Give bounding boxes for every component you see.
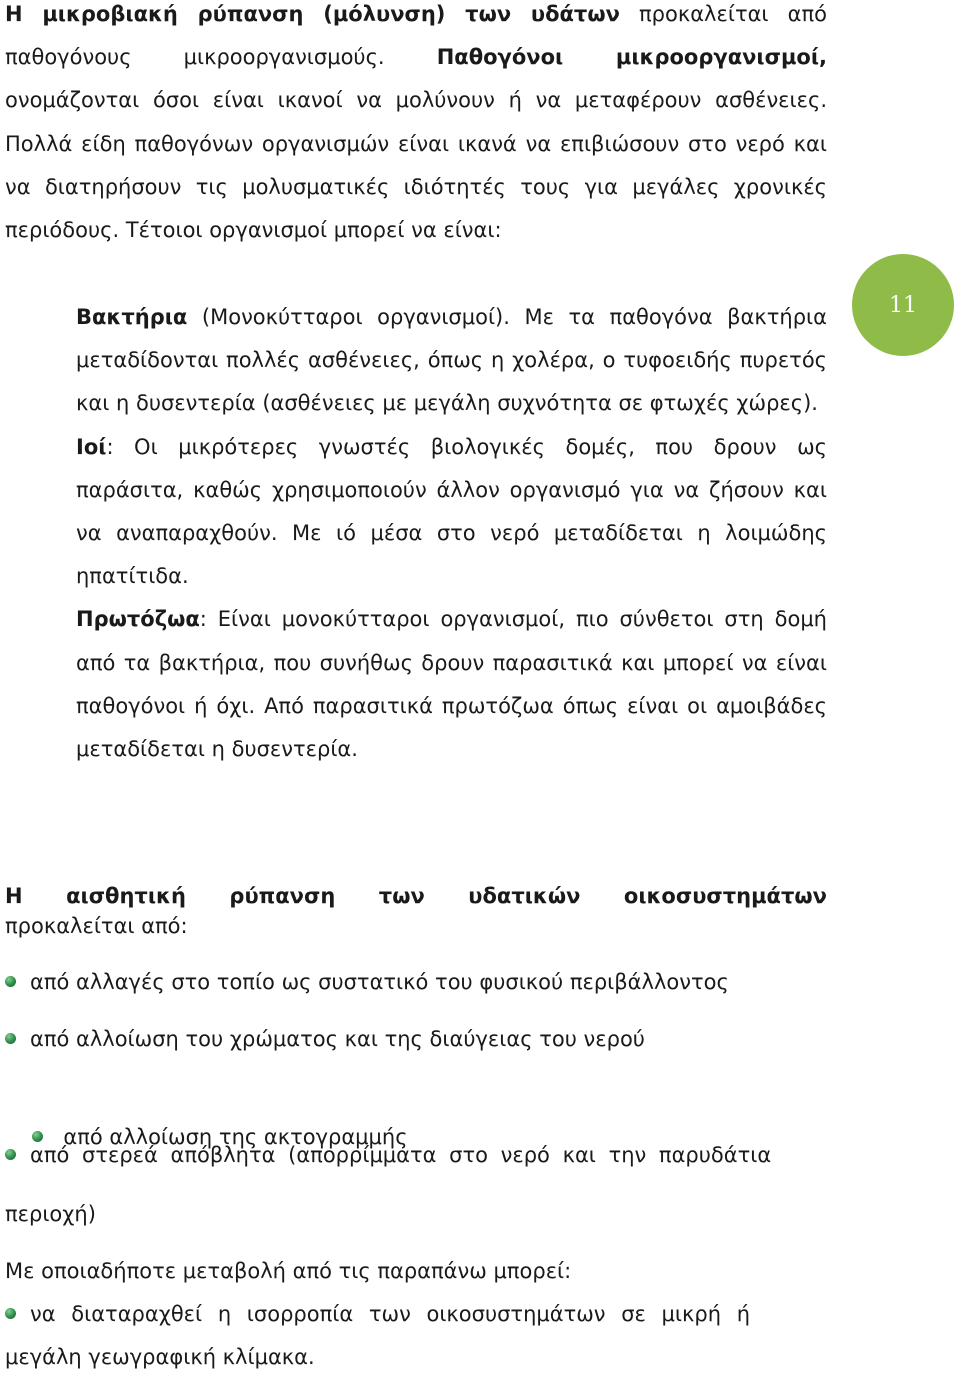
heading-pathogens: Παθογόνοι μικροοργανισμοί, (436, 45, 828, 70)
text-viruses: : Οι μικρότερες γνωστές βιολογικές δομές, που δρουν ως παράσιτα, καθώς χρησιμοποιούν άλλον οργανισμό για να ζήσουν και να αναπαραχθούν. Με ιό μέσα στο νερό μεταδίδεται η λοιμώδης ηπατίτιδα. (76, 434, 827, 589)
text-protozoa: : Είναι μονοκύτταροι οργανισμοί, πιο σύνθετοι στη δομή από τα βακτήρια, που συνήθως δρουν παρασιτικά και μπορεί να είναι παθογόνοι ή όχι. Από παρασιτικά πρωτόζωα όπως είναι οι αμοιβάδες μεταδίδεται η δυσεντερία. (76, 607, 827, 762)
bullet-text: να διαταραχθεί η ισορροπία των οικοσυστημάτων σε μικρή ή (30, 1302, 751, 1326)
bullet-text: από αλλαγές στο τοπίο ως συστατικό του φυσικού περιβάλλοντος (30, 970, 729, 994)
pathogen-list (76, 296, 827, 771)
intro-text-1: προκαλείται από παθογόνους μικροοργανισμούς. (5, 2, 827, 70)
bullet-item (5, 1019, 827, 1059)
term-viruses: Ιοί (76, 434, 107, 459)
title-word: ρύπανση (229, 884, 336, 908)
list-item-protozoa (76, 598, 827, 771)
intro-text-2: ονομάζονται όσοι είναι ικανοί να μολύνουν ή να μεταφέρουν ασθένειες. Πολλά είδη παθογόνων οργανισμών είναι ικανά να επιβιώσουν στο νερό και να διατηρήσουν τις μολυσματικές ιδιότητές τους για μεγάλες χρονικές περιόδους. Τέτοιοι οργανισμοί μπορεί να είναι: (5, 88, 827, 243)
green-bullet-icon (5, 1033, 16, 1044)
green-bullet-icon (5, 1308, 16, 1319)
title-word: αισθητική (66, 884, 186, 908)
list-item-viruses (76, 426, 827, 599)
green-bullet-icon (5, 976, 16, 987)
title-word: Η (5, 884, 23, 908)
bullet-continuation: περιοχή) (5, 1202, 96, 1226)
list-item-bacteria (76, 296, 827, 426)
green-bullet-icon (5, 1149, 16, 1160)
intro-paragraph (5, 0, 827, 252)
title-word: οικοσυστημάτων (623, 884, 827, 908)
title-word: υδατικών (468, 884, 581, 908)
title-word: των (378, 884, 425, 908)
bullet-text: από αλλοίωση της ακτογραμμής (56, 1125, 408, 1149)
bullet-item (5, 1135, 827, 1175)
text-bacteria: (Μονοκύτταροι οργανισμοί). Με τα παθογόνα βακτήρια μεταδίδονται πολλές ασθένειες, όπως η χολέρα, ο τυφοειδής πυρετός και η δυσεντερία (ασθένειες με μεγάλη συχνότητα σε φτωχές χώρες). (76, 305, 827, 416)
bullet-item (5, 1294, 827, 1334)
heading-microbial-pollution: Η μικροβιακή ρύπανση (μόλυνση) των υδάτων (5, 2, 620, 26)
section2-subtitle: προκαλείται από: (5, 914, 188, 938)
bullet-item (5, 962, 827, 1002)
bullet-text: από αλλοίωση του χρώματος και της διαύγειας του νερού (30, 1027, 645, 1051)
bullet-continuation: μεγάλη γεωγραφική κλίμακα. (5, 1345, 315, 1369)
term-protozoa: Πρωτόζωα (76, 607, 200, 632)
bullet-text: από στερεά απόβλητα (απορρίμματα στο νερό και την παρυδάτια (30, 1143, 772, 1167)
lead-sentence: Με οποιαδήποτε μεταβολή από τις παραπάνω μπορεί: (5, 1259, 572, 1283)
term-bacteria: Βακτήρια (76, 305, 188, 329)
page-number-badge: 11 (852, 254, 954, 356)
